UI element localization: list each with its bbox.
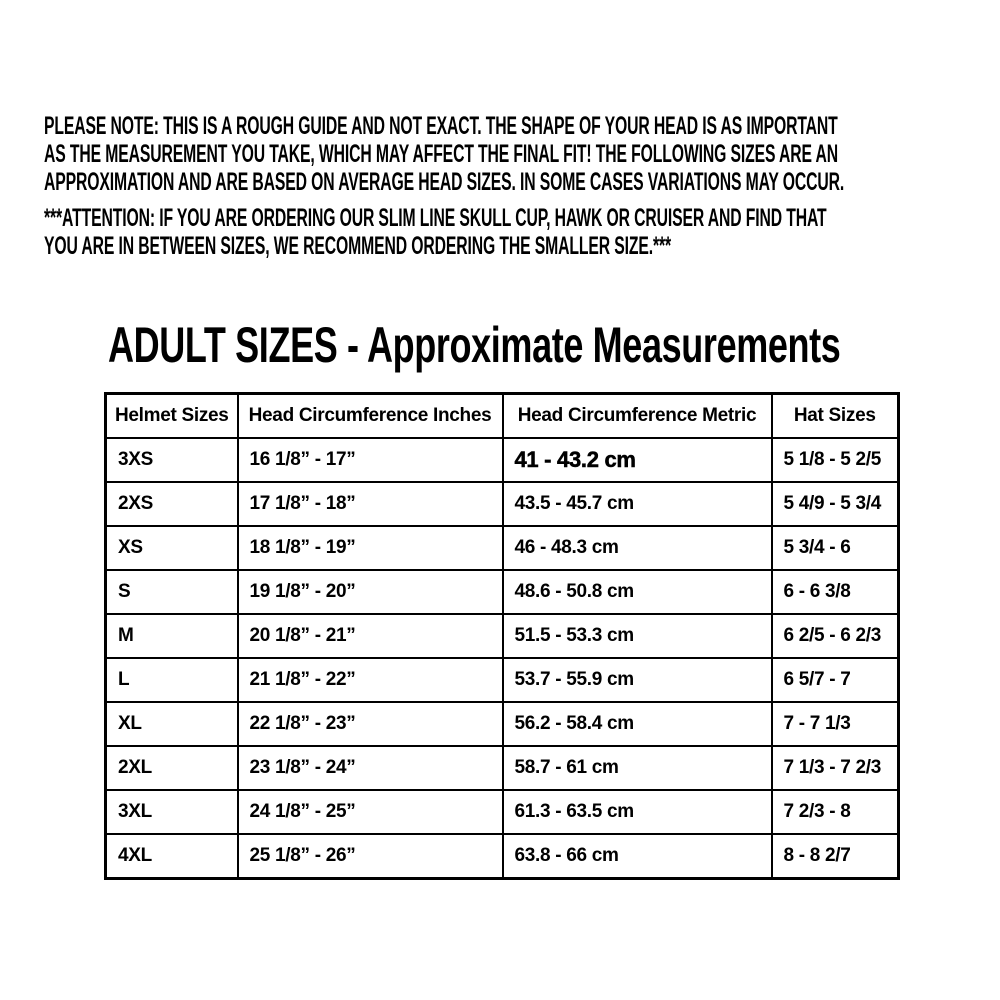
table-cell: 3XS	[106, 438, 238, 482]
please-note-paragraph	[44, 112, 844, 196]
table-cell: 6 2/5 - 6 2/3	[772, 614, 899, 658]
text-line: AS THE MEASUREMENT YOU TAKE, WHICH MAY AFFECT THE FINAL FIT! THE FOLLOWING SIZES ARE AN	[44, 140, 839, 168]
table-row	[106, 746, 899, 790]
table-cell: 7 1/3 - 7 2/3	[772, 746, 899, 790]
column-header: Helmet Sizes	[106, 394, 238, 439]
table-cell: 17 1/8” - 18”	[238, 482, 503, 526]
table-cell: 5 4/9 - 5 3/4	[772, 482, 899, 526]
table-cell: 18 1/8” - 19”	[238, 526, 503, 570]
table-row	[106, 702, 899, 746]
table-cell: 24 1/8” - 25”	[238, 790, 503, 834]
table-cell: 25 1/8” - 26”	[238, 834, 503, 879]
size-table-body	[106, 438, 899, 879]
table-cell: 19 1/8” - 20”	[238, 570, 503, 614]
table-cell: 6 - 6 3/8	[772, 570, 899, 614]
table-row	[106, 438, 899, 482]
table-cell: 58.7 - 61 cm	[503, 746, 772, 790]
table-cell: 63.8 - 66 cm	[503, 834, 772, 879]
table-cell: 23 1/8” - 24”	[238, 746, 503, 790]
table-cell: 4XL	[106, 834, 238, 879]
table-cell: 51.5 - 53.3 cm	[503, 614, 772, 658]
table-cell: 46 - 48.3 cm	[503, 526, 772, 570]
table-cell: 56.2 - 58.4 cm	[503, 702, 772, 746]
table-cell: 22 1/8” - 23”	[238, 702, 503, 746]
text-line: APPROXIMATION AND ARE BASED ON AVERAGE HEAD SIZES. IN SOME CASES VARIATIONS MAY OCCUR.	[44, 168, 845, 196]
adult-sizes-table	[104, 392, 900, 880]
table-cell: 2XL	[106, 746, 238, 790]
text-line: YOU ARE IN BETWEEN SIZES, WE RECOMMEND ORDERING THE SMALLER SIZE.***	[44, 232, 672, 260]
table-cell: XS	[106, 526, 238, 570]
column-header: Head Circumference Inches	[238, 394, 503, 439]
table-cell: 61.3 - 63.5 cm	[503, 790, 772, 834]
table-cell: 5 1/8 - 5 2/5	[772, 438, 899, 482]
table-cell: 53.7 - 55.9 cm	[503, 658, 772, 702]
attention-paragraph	[44, 204, 827, 260]
table-cell: 7 2/3 - 8	[772, 790, 899, 834]
table-cell: 5 3/4 - 6	[772, 526, 899, 570]
table-cell: 21 1/8” - 22”	[238, 658, 503, 702]
table-cell: 48.6 - 50.8 cm	[503, 570, 772, 614]
table-row	[106, 482, 899, 526]
page-title: ADULT SIZES - Approximate Measurements	[108, 317, 841, 373]
table-row	[106, 614, 899, 658]
column-header: Head Circumference Metric	[503, 394, 772, 439]
table-cell: M	[106, 614, 238, 658]
size-table-header-row	[106, 394, 899, 439]
table-cell: 16 1/8” - 17”	[238, 438, 503, 482]
table-cell: 43.5 - 45.7 cm	[503, 482, 772, 526]
text-line: PLEASE NOTE: THIS IS A ROUGH GUIDE AND NOT EXACT. THE SHAPE OF YOUR HEAD IS AS IMPORTANT	[44, 112, 838, 140]
table-cell: 2XS	[106, 482, 238, 526]
table-row	[106, 570, 899, 614]
table-cell: S	[106, 570, 238, 614]
table-cell: 20 1/8” - 21”	[238, 614, 503, 658]
table-cell: 7 - 7 1/3	[772, 702, 899, 746]
table-row	[106, 658, 899, 702]
table-row	[106, 526, 899, 570]
table-cell: XL	[106, 702, 238, 746]
table-cell: 3XL	[106, 790, 238, 834]
column-header: Hat Sizes	[772, 394, 899, 439]
table-cell: 8 - 8 2/7	[772, 834, 899, 879]
table-cell: L	[106, 658, 238, 702]
table-cell: 6 5/7 - 7	[772, 658, 899, 702]
table-row	[106, 834, 899, 879]
table-row	[106, 790, 899, 834]
table-cell: 41 - 43.2 cm	[503, 438, 772, 482]
text-line: ***ATTENTION: IF YOU ARE ORDERING OUR SLIM LINE SKULL CUP, HAWK OR CRUISER AND FIND THAT	[44, 204, 827, 232]
